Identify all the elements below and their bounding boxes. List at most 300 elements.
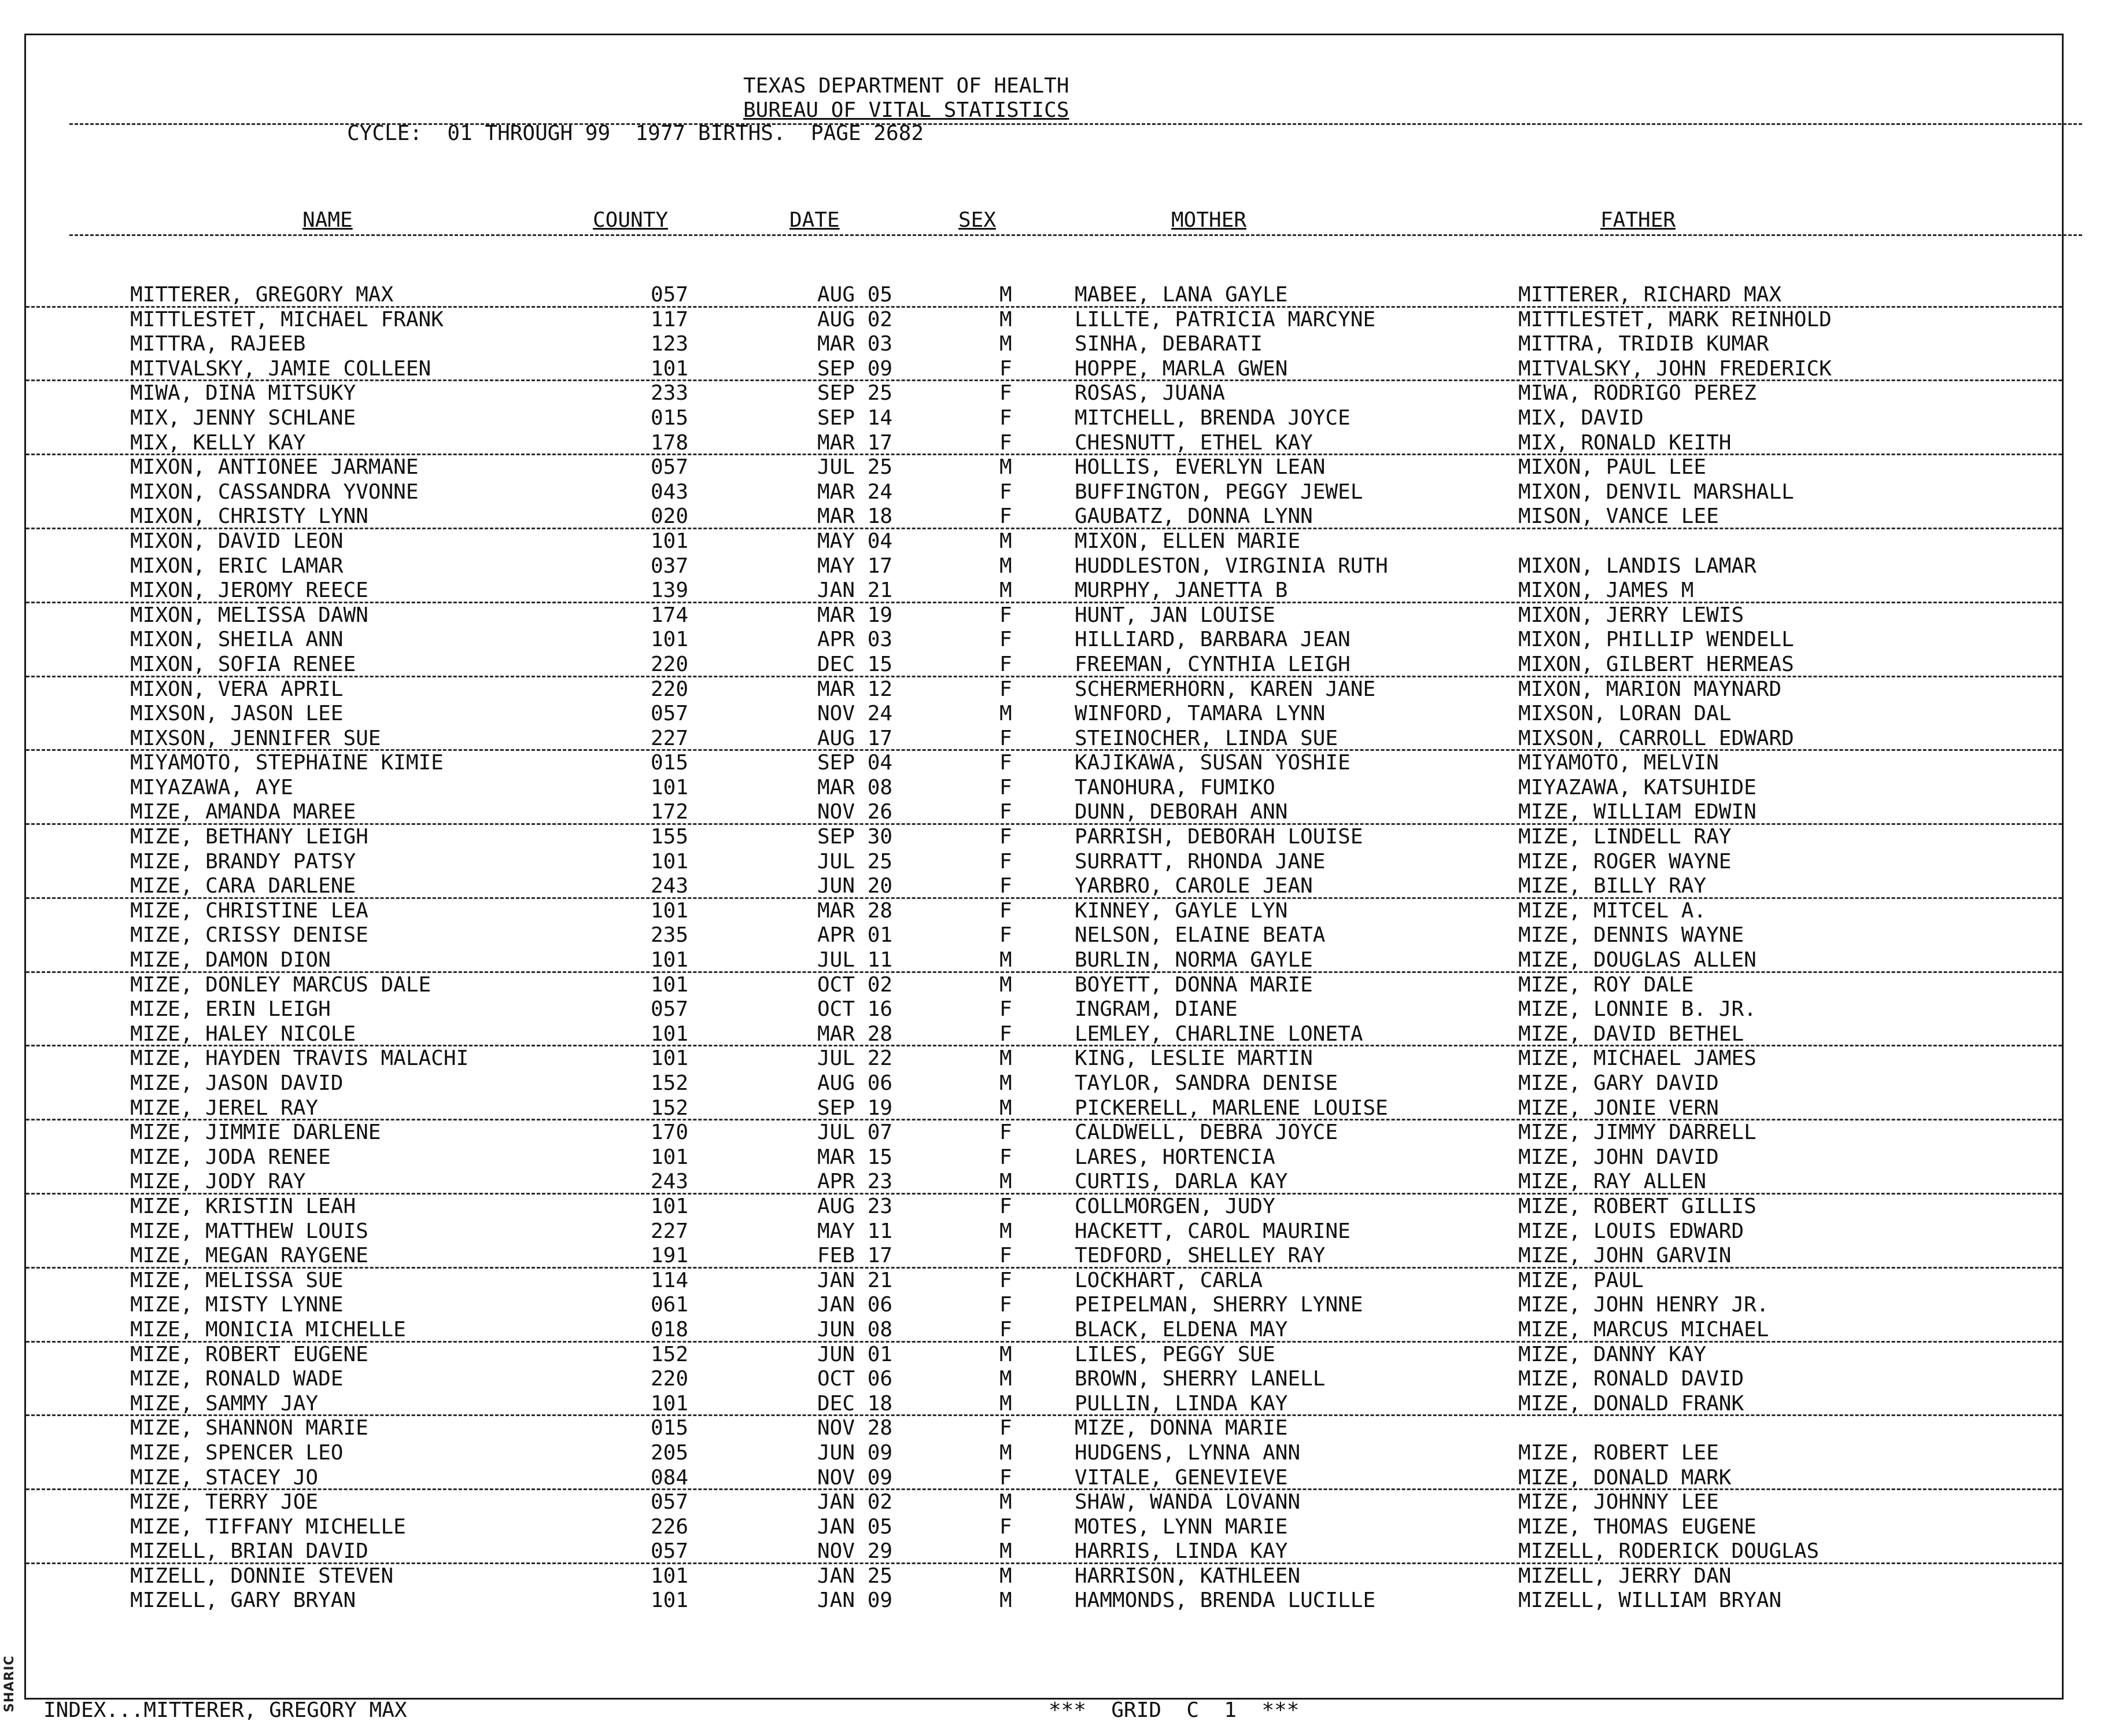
cell-date: SEP 14 xyxy=(817,406,893,430)
column-header-date: DATE xyxy=(789,208,840,232)
cell-date: JUN 08 xyxy=(817,1317,893,1341)
cell-father: MITVALSKY, JOHN FREDERICK xyxy=(1518,356,1832,381)
cell-date: APR 03 xyxy=(817,628,893,652)
cell-mother: HUDDLESTON, VIRGINIA RUTH xyxy=(1075,554,1388,578)
cell-father: MISON, VANCE LEE xyxy=(1518,504,1719,529)
table-row xyxy=(26,1195,2062,1219)
cell-father: MIYAZAWA, KATSUHIDE xyxy=(1518,775,1757,799)
cell-sex: F xyxy=(999,504,1012,529)
cell-name: MIZE, JIMMIE DARLENE xyxy=(130,1121,381,1145)
table-row xyxy=(26,653,2062,677)
column-header-mother: MOTHER xyxy=(1171,208,1247,232)
cell-sex: F xyxy=(999,381,1012,406)
cell-date: AUG 05 xyxy=(817,283,893,307)
cell-sex: M xyxy=(999,948,1012,972)
cell-mother: HARRIS, LINDA KAY xyxy=(1075,1539,1288,1564)
cell-mother: TEDFORD, SHELLEY RAY xyxy=(1075,1244,1326,1268)
cell-sex: M xyxy=(999,578,1012,603)
cell-father: MIZE, ROBERT GILLIS xyxy=(1518,1194,1757,1218)
table-row xyxy=(26,1096,2062,1121)
cell-mother: BROWN, SHERRY LANELL xyxy=(1075,1367,1326,1391)
cell-name: MIXSON, JASON LEE xyxy=(130,702,344,726)
cell-date: MAR 17 xyxy=(817,430,893,455)
table-row xyxy=(26,1392,2062,1417)
table-row xyxy=(26,1490,2062,1515)
cell-sex: F xyxy=(999,1293,1012,1317)
cell-sex: F xyxy=(999,1244,1012,1268)
cell-father: MITTERER, RICHARD MAX xyxy=(1518,283,1782,307)
cell-county: 101 xyxy=(651,1022,689,1046)
cell-father: MIZE, ROY DALE xyxy=(1518,972,1694,997)
cell-county: 233 xyxy=(651,381,689,406)
cell-sex: F xyxy=(999,874,1012,898)
cell-mother: LEMLEY, CHARLINE LONETA xyxy=(1075,1022,1363,1046)
cell-father: MIZE, DANNY KAY xyxy=(1518,1342,1707,1366)
table-row xyxy=(26,406,2062,431)
cell-mother: HARRISON, KATHLEEN xyxy=(1075,1564,1301,1588)
cell-mother: HAMMONDS, BRENDA LUCILLE xyxy=(1075,1588,1376,1613)
cell-date: MAY 11 xyxy=(817,1219,893,1243)
cell-name: MIZE, JEREL RAY xyxy=(130,1096,319,1120)
table-row xyxy=(26,874,2062,899)
cell-mother: CURTIS, DARLA KAY xyxy=(1075,1170,1288,1194)
table-row xyxy=(26,431,2062,456)
cell-sex: F xyxy=(999,923,1012,948)
table-row xyxy=(26,973,2062,998)
cell-date: AUG 02 xyxy=(817,307,893,331)
cell-name: MIZE, SPENCER LEO xyxy=(130,1440,344,1465)
cell-father: MIZE, JIMMY DARRELL xyxy=(1518,1121,1757,1145)
cell-mother: HACKETT, CAROL MAURINE xyxy=(1075,1219,1350,1243)
cell-sex: M xyxy=(999,1071,1012,1095)
cell-mother: HUDGENS, LYNNA ANN xyxy=(1075,1440,1301,1465)
cell-date: SEP 25 xyxy=(817,381,893,406)
cell-date: MAR 12 xyxy=(817,677,893,701)
cell-county: 057 xyxy=(651,455,689,480)
cell-date: AUG 17 xyxy=(817,726,893,750)
cell-sex: M xyxy=(999,1170,1012,1194)
table-row xyxy=(26,948,2062,973)
cell-date: JAN 21 xyxy=(817,578,893,603)
cell-name: MIXSON, JENNIFER SUE xyxy=(130,726,381,750)
cell-mother: LILES, PEGGY SUE xyxy=(1075,1342,1275,1366)
cell-date: JAN 21 xyxy=(817,1268,893,1292)
cell-county: 243 xyxy=(651,874,689,898)
table-row xyxy=(26,1515,2062,1540)
column-header-father: FATHER xyxy=(1600,208,1676,232)
cell-name: MIZE, BRANDY PATSY xyxy=(130,849,356,873)
table-row xyxy=(26,603,2062,628)
table-row xyxy=(26,727,2062,751)
cell-mother: LARES, HORTENCIA xyxy=(1075,1145,1275,1169)
cell-county: 101 xyxy=(651,1391,689,1416)
cell-father: MIZE, MICHAEL JAMES xyxy=(1518,1046,1757,1071)
cell-date: JUL 25 xyxy=(817,455,893,480)
cell-father: MIZE, RAY ALLEN xyxy=(1518,1170,1707,1194)
cell-father: MIXON, GILBERT HERMEAS xyxy=(1518,652,1794,676)
cell-name: MIZE, HAYDEN TRAVIS MALACHI xyxy=(130,1046,469,1071)
cell-sex: M xyxy=(999,1096,1012,1120)
cell-sex: F xyxy=(999,1416,1012,1440)
cell-date: MAY 04 xyxy=(817,529,893,553)
cell-date: JAN 02 xyxy=(817,1490,893,1514)
cell-father: MIZE, ROBERT LEE xyxy=(1518,1440,1719,1465)
cell-father: MIZE, BILLY RAY xyxy=(1518,874,1707,898)
table-row xyxy=(26,1121,2062,1145)
cell-mother: YARBRO, CAROLE JEAN xyxy=(1075,874,1313,898)
cell-county: 139 xyxy=(651,578,689,603)
cell-mother: CALDWELL, DEBRA JOYCE xyxy=(1075,1121,1338,1145)
table-row xyxy=(26,850,2062,875)
table-row xyxy=(26,677,2062,702)
cell-county: 057 xyxy=(651,997,689,1022)
cell-date: OCT 02 xyxy=(817,972,893,997)
cell-father: MIZE, DONALD FRANK xyxy=(1518,1391,1744,1416)
cell-county: 018 xyxy=(651,1317,689,1341)
cell-date: NOV 29 xyxy=(817,1539,893,1564)
cell-name: MIX, JENNY SCHLANE xyxy=(130,406,356,430)
table-row xyxy=(26,997,2062,1022)
table-row xyxy=(26,529,2062,554)
cell-county: 057 xyxy=(651,283,689,307)
table-row xyxy=(26,825,2062,850)
cell-sex: M xyxy=(999,529,1012,553)
cell-date: MAR 28 xyxy=(817,1022,893,1046)
cell-name: MIZE, DONLEY MARCUS DALE xyxy=(130,972,431,997)
cell-name: MIXON, JEROMY REECE xyxy=(130,578,368,603)
cell-name: MIZE, MATTHEW LOUIS xyxy=(130,1219,368,1243)
cell-mother: BLACK, ELDENA MAY xyxy=(1075,1317,1288,1341)
cell-name: MIZE, RONALD WADE xyxy=(130,1367,344,1391)
cell-father: MIZE, MARCUS MICHAEL xyxy=(1518,1317,1769,1341)
cell-father: MIXON, JERRY LEWIS xyxy=(1518,603,1744,627)
cell-date: MAR 08 xyxy=(817,775,893,799)
cell-name: MIXON, DAVID LEON xyxy=(130,529,344,553)
cell-date: JAN 05 xyxy=(817,1514,893,1539)
cell-sex: F xyxy=(999,726,1012,750)
cell-date: MAY 17 xyxy=(817,554,893,578)
cell-sex: F xyxy=(999,849,1012,873)
cell-name: MIXON, ERIC LAMAR xyxy=(130,554,344,578)
cell-date: MAR 19 xyxy=(817,603,893,627)
cell-mother: TANOHURA, FUMIKO xyxy=(1075,775,1275,799)
table-row xyxy=(26,1466,2062,1491)
cell-date: JUN 01 xyxy=(817,1342,893,1366)
table-row xyxy=(26,1416,2062,1441)
cell-county: 101 xyxy=(651,1145,689,1169)
cell-date: JUN 20 xyxy=(817,874,893,898)
cell-mother: MABEE, LANA GAYLE xyxy=(1075,283,1288,307)
cycle-line: CYCLE: 01 THROUGH 99 1977 BIRTHS. PAGE 2682 xyxy=(347,121,924,145)
table-row xyxy=(26,776,2062,801)
cell-name: MIZE, MISTY LYNNE xyxy=(130,1293,344,1317)
cell-name: MIZE, ERIN LEIGH xyxy=(130,997,331,1022)
cell-mother: KINNEY, GAYLE LYN xyxy=(1075,898,1288,923)
cell-date: MAR 15 xyxy=(817,1145,893,1169)
cell-father: MIZE, RONALD DAVID xyxy=(1518,1367,1744,1391)
cell-county: 037 xyxy=(651,554,689,578)
cell-sex: F xyxy=(999,800,1012,824)
cell-date: OCT 06 xyxy=(817,1367,893,1391)
cell-father: MIZE, LINDELL RAY xyxy=(1518,825,1732,849)
cell-name: MIZE, BETHANY LEIGH xyxy=(130,825,368,849)
cell-county: 101 xyxy=(651,972,689,997)
cell-name: MIZE, MEGAN RAYGENE xyxy=(130,1244,368,1268)
cell-mother: STEINOCHER, LINDA SUE xyxy=(1075,726,1338,750)
cell-date: JUL 07 xyxy=(817,1121,893,1145)
cell-name: MIZE, JASON DAVID xyxy=(130,1071,344,1095)
cell-mother: MITCHELL, BRENDA JOYCE xyxy=(1075,406,1350,430)
cell-sex: F xyxy=(999,677,1012,701)
cell-name: MIXON, SOFIA RENEE xyxy=(130,652,356,676)
cell-county: 101 xyxy=(651,628,689,652)
cell-name: MIZE, ROBERT EUGENE xyxy=(130,1342,368,1366)
cell-county: 101 xyxy=(651,775,689,799)
cell-father: MIXON, MARION MAYNARD xyxy=(1518,677,1782,701)
cell-date: DEC 15 xyxy=(817,652,893,676)
cell-sex: M xyxy=(999,455,1012,480)
cell-date: MAR 28 xyxy=(817,898,893,923)
cell-mother: FREEMAN, CYNTHIA LEIGH xyxy=(1075,652,1350,676)
cell-father: MIZELL, WILLIAM BRYAN xyxy=(1518,1588,1782,1613)
cell-sex: F xyxy=(999,356,1012,381)
cell-mother: LILLTE, PATRICIA MARCYNE xyxy=(1075,307,1376,331)
cell-county: 155 xyxy=(651,825,689,849)
cell-name: MIZE, CRISSY DENISE xyxy=(130,923,368,948)
cell-date: AUG 06 xyxy=(817,1071,893,1095)
cell-county: 020 xyxy=(651,504,689,529)
cell-sex: F xyxy=(999,603,1012,627)
table-row xyxy=(26,628,2062,653)
table-row xyxy=(26,1269,2062,1293)
cell-name: MIZE, STACEY JO xyxy=(130,1465,319,1490)
cell-mother: PARRISH, DEBORAH LOUISE xyxy=(1075,825,1363,849)
cell-date: OCT 16 xyxy=(817,997,893,1022)
table-row xyxy=(26,578,2062,603)
cell-county: 170 xyxy=(651,1121,689,1145)
cell-date: JUL 25 xyxy=(817,849,893,873)
cell-county: 152 xyxy=(651,1342,689,1366)
cell-county: 174 xyxy=(651,603,689,627)
cell-sex: M xyxy=(999,1440,1012,1465)
table-row xyxy=(26,1564,2062,1589)
cell-mother: SURRATT, RHONDA JANE xyxy=(1075,849,1326,873)
cell-county: 220 xyxy=(651,677,689,701)
cell-father: MIZE, ROGER WAYNE xyxy=(1518,849,1732,873)
cell-name: MIXON, SHEILA ANN xyxy=(130,628,344,652)
cell-sex: F xyxy=(999,1465,1012,1490)
cell-mother: SCHERMERHORN, KAREN JANE xyxy=(1075,677,1376,701)
table-row xyxy=(26,1219,2062,1244)
cell-father: MIZE, DONALD MARK xyxy=(1518,1465,1732,1490)
cell-father: MIZE, JOHN HENRY JR. xyxy=(1518,1293,1769,1317)
index-footer: INDEX...MITTERER, GREGORY MAX xyxy=(43,1698,407,1722)
cell-mother: MIXON, ELLEN MARIE xyxy=(1075,529,1301,553)
cell-name: MIXON, ANTIONEE JARMANE xyxy=(130,455,419,480)
table-row xyxy=(26,455,2062,480)
table-row xyxy=(26,308,2062,333)
cell-mother: COLLMORGEN, JUDY xyxy=(1075,1194,1275,1218)
cell-sex: F xyxy=(999,997,1012,1022)
cell-father: MIZELL, JERRY DAN xyxy=(1518,1564,1732,1588)
cell-county: 117 xyxy=(651,307,689,331)
cell-mother: VITALE, GENEVIEVE xyxy=(1075,1465,1288,1490)
table-row xyxy=(26,332,2062,357)
cell-name: MIX, KELLY KAY xyxy=(130,430,306,455)
cell-mother: BUFFINGTON, PEGGY JEWEL xyxy=(1075,480,1363,504)
cell-date: MAR 03 xyxy=(817,332,893,356)
cell-sex: F xyxy=(999,652,1012,676)
cell-father: MIZE, DENNIS WAYNE xyxy=(1518,923,1744,948)
cell-father: MIZE, JOHN GARVIN xyxy=(1518,1244,1732,1268)
cell-father: MIXON, PAUL LEE xyxy=(1518,455,1707,480)
cell-father: MIYAMOTO, MELVIN xyxy=(1518,751,1719,775)
cell-county: 243 xyxy=(651,1170,689,1194)
cell-father: MIX, DAVID xyxy=(1518,406,1644,430)
cell-mother: BOYETT, DONNA MARIE xyxy=(1075,972,1313,997)
cell-county: 191 xyxy=(651,1244,689,1268)
cell-date: SEP 30 xyxy=(817,825,893,849)
cell-mother: WINFORD, TAMARA LYNN xyxy=(1075,702,1326,726)
table-row xyxy=(26,1170,2062,1195)
cell-date: APR 01 xyxy=(817,923,893,948)
cell-name: MIZE, JODA RENEE xyxy=(130,1145,331,1169)
cell-mother: HILLIARD, BARBARA JEAN xyxy=(1075,628,1350,652)
cell-name: MIZE, SHANNON MARIE xyxy=(130,1416,368,1440)
cell-name: MIZE, CHRISTINE LEA xyxy=(130,898,368,923)
cell-date: AUG 23 xyxy=(817,1194,893,1218)
cell-father: MIWA, RODRIGO PEREZ xyxy=(1518,381,1757,406)
cell-sex: F xyxy=(999,480,1012,504)
cell-sex: M xyxy=(999,1490,1012,1514)
column-header-divider xyxy=(69,234,2082,236)
cell-name: MIXON, CASSANDRA YVONNE xyxy=(130,480,419,504)
cell-mother: MURPHY, JANETTA B xyxy=(1075,578,1288,603)
cell-county: 172 xyxy=(651,800,689,824)
cell-county: 101 xyxy=(651,1588,689,1613)
cell-name: MITTERER, GREGORY MAX xyxy=(130,283,394,307)
cell-sex: M xyxy=(999,332,1012,356)
cell-father: MIZE, LOUIS EDWARD xyxy=(1518,1219,1744,1243)
cell-date: JUN 09 xyxy=(817,1440,893,1465)
cell-sex: F xyxy=(999,1121,1012,1145)
cell-county: 061 xyxy=(651,1293,689,1317)
cell-date: JUL 11 xyxy=(817,948,893,972)
table-row xyxy=(26,1022,2062,1047)
cell-father: MIX, RONALD KEITH xyxy=(1518,430,1732,455)
cell-father: MITTRA, TRIDIB KUMAR xyxy=(1518,332,1769,356)
table-row xyxy=(26,1318,2062,1343)
cell-county: 057 xyxy=(651,1539,689,1564)
cell-county: 227 xyxy=(651,726,689,750)
cell-date: NOV 28 xyxy=(817,1416,893,1440)
cell-county: 123 xyxy=(651,332,689,356)
cell-father: MIZE, DAVID BETHEL xyxy=(1518,1022,1744,1046)
cell-name: MIZE, DAMON DION xyxy=(130,948,331,972)
cell-sex: F xyxy=(999,1022,1012,1046)
cell-date: NOV 24 xyxy=(817,702,893,726)
cell-sex: F xyxy=(999,751,1012,775)
cell-mother: MOTES, LYNN MARIE xyxy=(1075,1514,1288,1539)
cell-name: MIZE, JODY RAY xyxy=(130,1170,306,1194)
cell-name: MIXON, VERA APRIL xyxy=(130,677,344,701)
cell-date: JAN 09 xyxy=(817,1588,893,1613)
cell-name: MIZE, HALEY NICOLE xyxy=(130,1022,356,1046)
cell-sex: F xyxy=(999,1317,1012,1341)
report-title: TEXAS DEPARTMENT OF HEALTH xyxy=(743,74,1069,98)
cell-county: 152 xyxy=(651,1071,689,1095)
table-row xyxy=(26,381,2062,406)
cell-county: 043 xyxy=(651,480,689,504)
cell-name: MIZELL, BRIAN DAVID xyxy=(130,1539,368,1564)
cell-county: 101 xyxy=(651,529,689,553)
cell-father: MIZELL, RODERICK DOUGLAS xyxy=(1518,1539,1820,1564)
cell-sex: M xyxy=(999,1588,1012,1613)
cell-sex: F xyxy=(999,628,1012,652)
cell-sex: M xyxy=(999,702,1012,726)
cell-mother: MIZE, DONNA MARIE xyxy=(1075,1416,1288,1440)
cell-county: 226 xyxy=(651,1514,689,1539)
column-header-sex: SEX xyxy=(958,208,997,232)
cell-father: MIZE, JOHNNY LEE xyxy=(1518,1490,1719,1514)
cell-date: MAR 18 xyxy=(817,504,893,529)
cell-county: 057 xyxy=(651,702,689,726)
cell-county: 178 xyxy=(651,430,689,455)
table-row xyxy=(26,800,2062,825)
cell-sex: M xyxy=(999,1391,1012,1416)
cell-date: JAN 25 xyxy=(817,1564,893,1588)
table-row xyxy=(26,751,2062,776)
cell-mother: NELSON, ELAINE BEATA xyxy=(1075,923,1326,948)
cell-name: MIZE, SAMMY JAY xyxy=(130,1391,319,1416)
cell-mother: KING, LESLIE MARTIN xyxy=(1075,1046,1313,1071)
cell-date: DEC 18 xyxy=(817,1391,893,1416)
table-row xyxy=(26,357,2062,382)
cell-name: MITTRA, RAJEEB xyxy=(130,332,306,356)
cell-father: MIZE, DOUGLAS ALLEN xyxy=(1518,948,1757,972)
cell-mother: DUNN, DEBORAH ANN xyxy=(1075,800,1288,824)
cell-father: MIXON, LANDIS LAMAR xyxy=(1518,554,1757,578)
cell-name: MIZELL, DONNIE STEVEN xyxy=(130,1564,394,1588)
cell-county: 101 xyxy=(651,1194,689,1218)
cell-date: MAR 24 xyxy=(817,480,893,504)
cell-sex: M xyxy=(999,1564,1012,1588)
cell-mother: TAYLOR, SANDRA DENISE xyxy=(1075,1071,1338,1095)
report-sheet xyxy=(24,34,2064,1722)
cell-father: MIZE, GARY DAVID xyxy=(1518,1071,1719,1095)
cell-father: MIXSON, CARROLL EDWARD xyxy=(1518,726,1794,750)
cell-sex: M xyxy=(999,1219,1012,1243)
cell-name: MIYAZAWA, AYE xyxy=(130,775,293,799)
cell-name: MITVALSKY, JAMIE COLLEEN xyxy=(130,356,431,381)
cell-county: 101 xyxy=(651,849,689,873)
cell-county: 220 xyxy=(651,652,689,676)
cell-county: 205 xyxy=(651,1440,689,1465)
cell-father: MIZE, WILLIAM EDWIN xyxy=(1518,800,1757,824)
cell-date: FEB 17 xyxy=(817,1244,893,1268)
cell-father: MIXON, DENVIL MARSHALL xyxy=(1518,480,1794,504)
cell-date: JAN 06 xyxy=(817,1293,893,1317)
cell-father: MIZE, THOMAS EUGENE xyxy=(1518,1514,1757,1539)
cell-mother: ROSAS, JUANA xyxy=(1075,381,1226,406)
cell-father: MIXSON, LORAN DAL xyxy=(1518,702,1732,726)
cell-mother: HUNT, JAN LOUISE xyxy=(1075,603,1275,627)
cell-sex: F xyxy=(999,430,1012,455)
cell-name: MIZE, TIFFANY MICHELLE xyxy=(130,1514,406,1539)
grid-footer: *** GRID C 1 *** xyxy=(1049,1698,1300,1722)
cell-name: MIZE, CARA DARLENE xyxy=(130,874,356,898)
cell-father: MIZE, JOHN DAVID xyxy=(1518,1145,1719,1169)
